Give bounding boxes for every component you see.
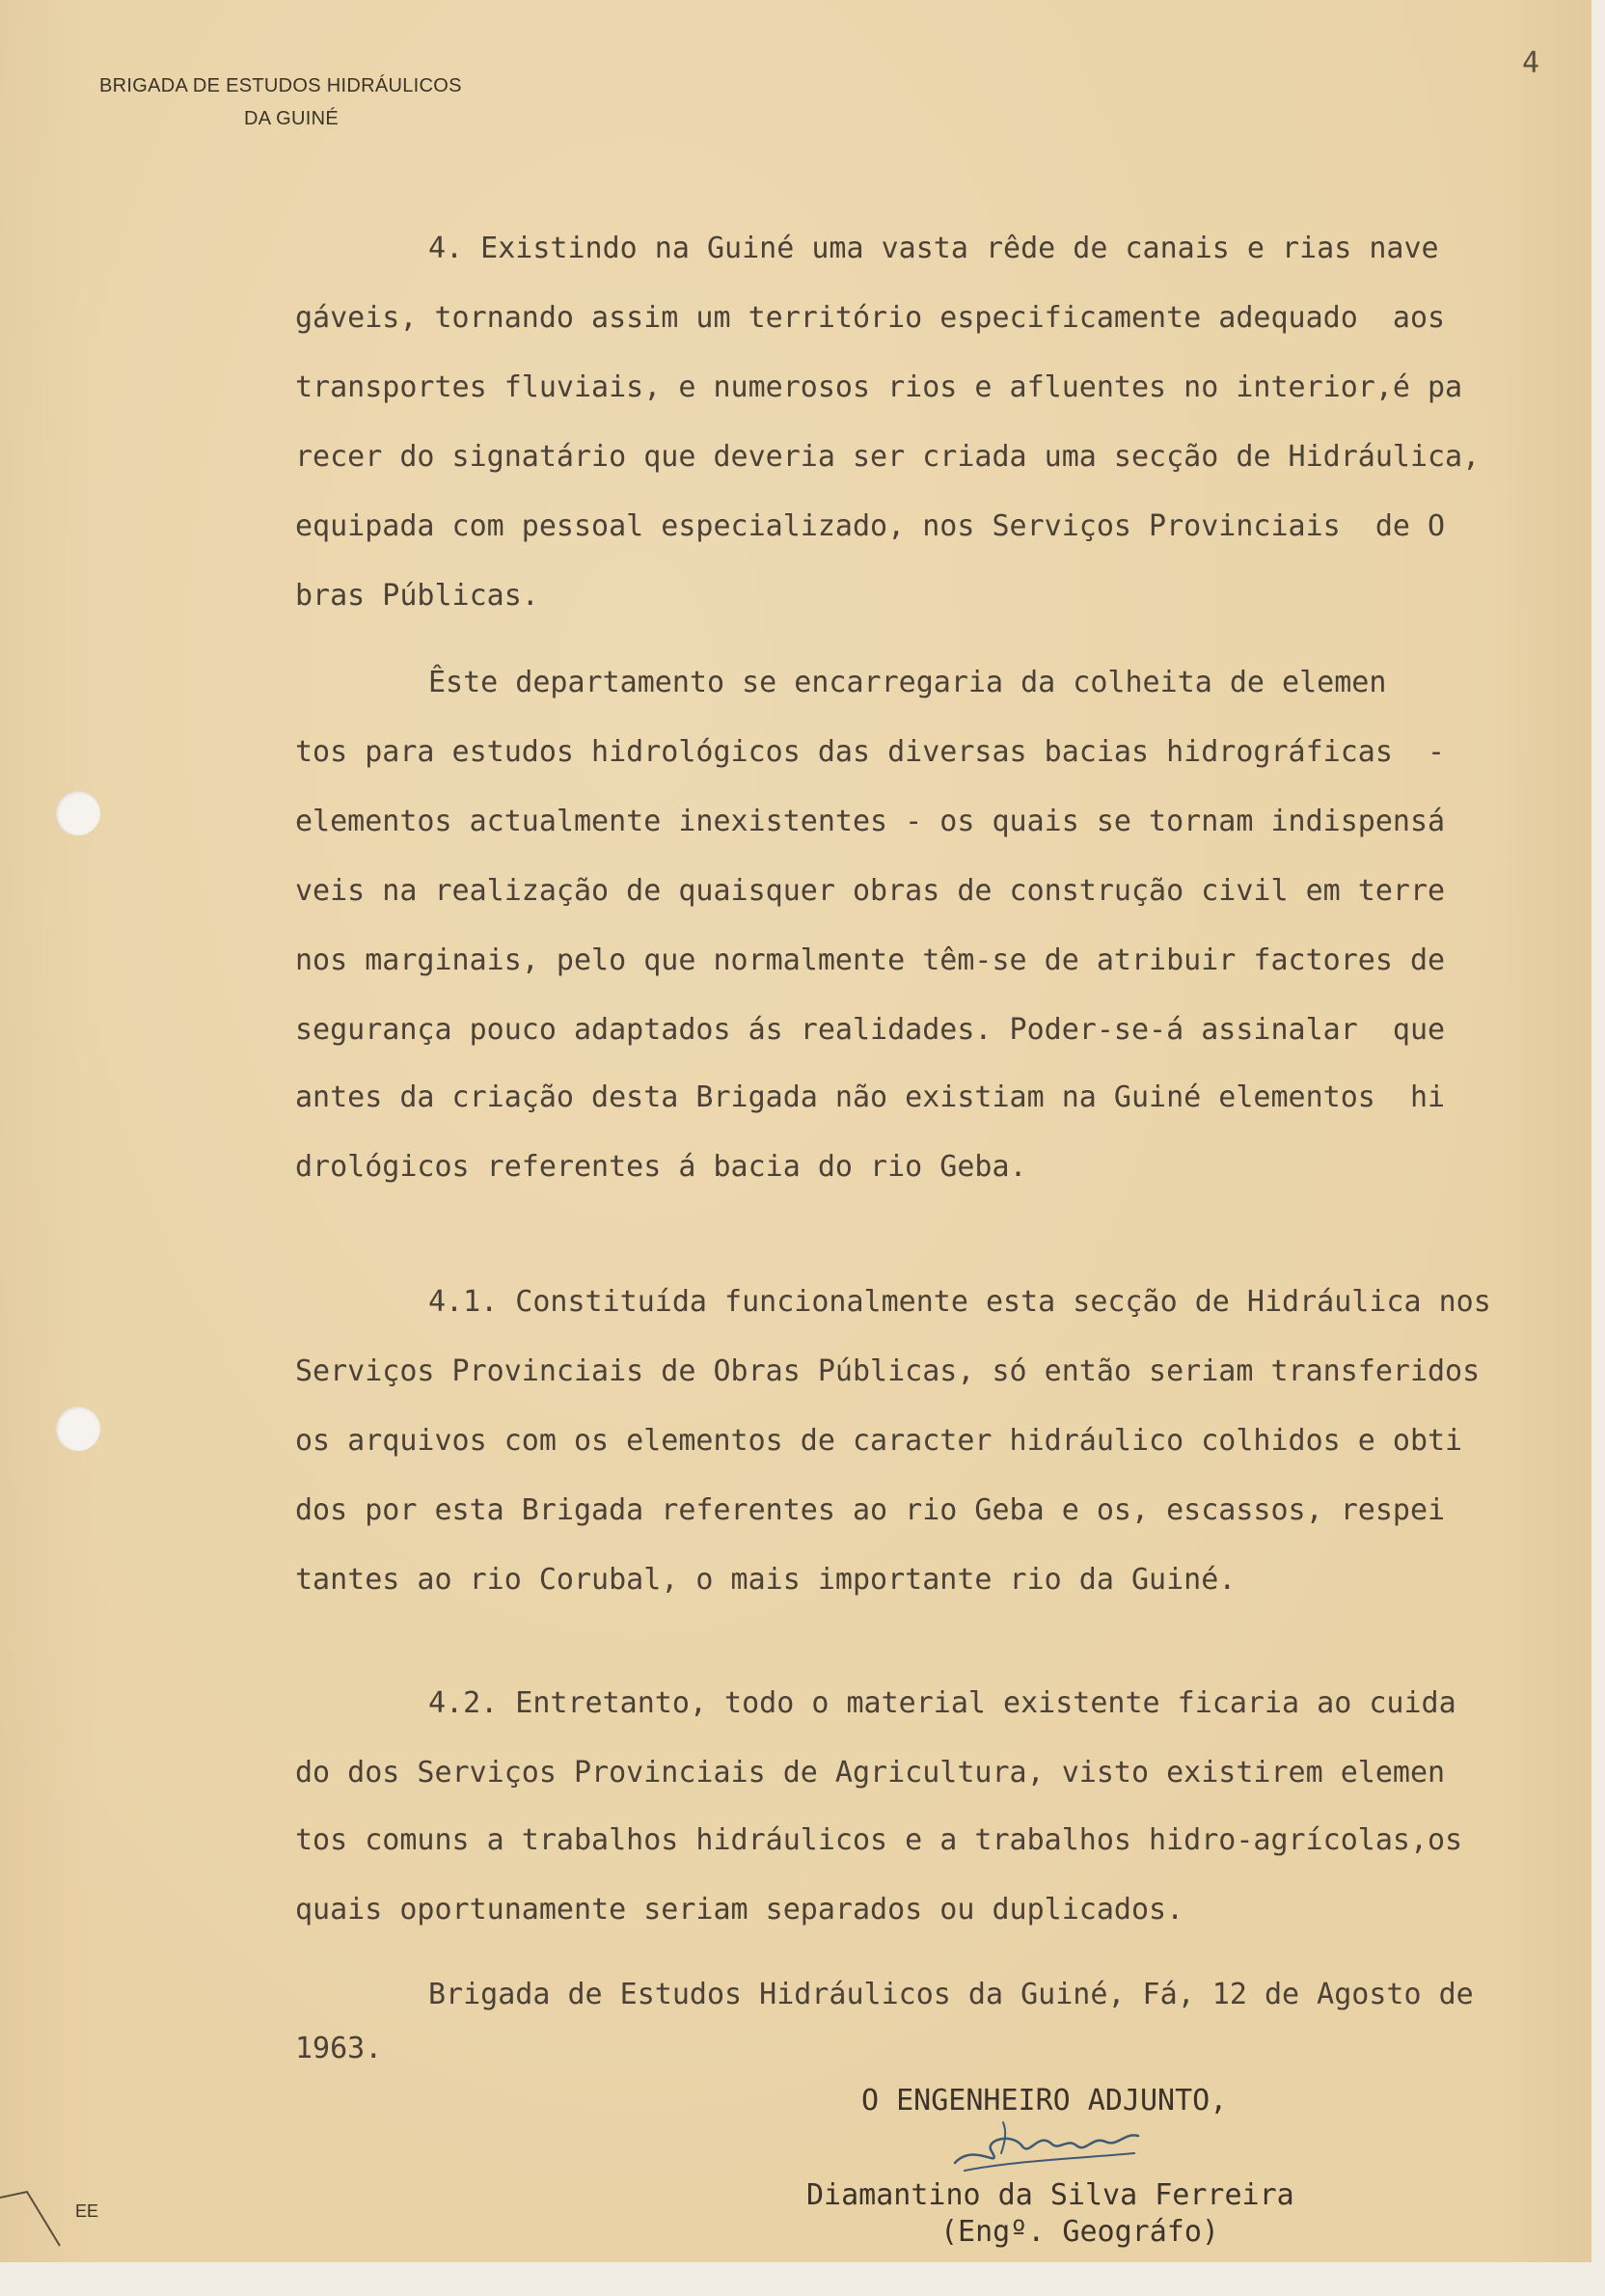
text-line: drológicos referentes á bacia do rio Geba. xyxy=(295,1150,1027,1184)
text-line: equipada com pessoal especializado, nos Serviços Provinciais de O xyxy=(295,509,1446,543)
page-number: 4 xyxy=(1522,46,1540,80)
text-line: quais oportunamente seriam separados ou duplicados. xyxy=(295,1893,1184,1927)
letterhead-line-2: DA GUINÉ xyxy=(244,108,339,129)
corner-mark xyxy=(0,2190,99,2253)
signatory-name: Diamantino da Silva Ferreira xyxy=(806,2178,1294,2212)
signatory-role: (Engº. Geográfo) xyxy=(940,2215,1219,2249)
text-line: bras Públicas. xyxy=(295,579,539,613)
text-line: Êste departamento se encarregaria da colheita de elemen xyxy=(428,666,1387,699)
text-line: do dos Serviços Provinciais de Agricultura, visto existirem elemen xyxy=(295,1756,1446,1790)
text-line: 4.1. Constituída funcionalmente esta secção de Hidráulica nos xyxy=(428,1285,1491,1319)
text-line: transportes fluviais, e numerosos rios e afluentes no interior,é pa xyxy=(295,370,1463,404)
text-line: antes da criação desta Brigada não existiam na Guiné elementos hi xyxy=(295,1080,1446,1114)
text-line: os arquivos com os elementos de caracter hidráulico colhidos e obti xyxy=(295,1424,1463,1458)
text-line: veis na realização de quaisquer obras de construção civil em terre xyxy=(295,874,1446,908)
folded-corner-icon xyxy=(0,2190,68,2248)
text-line: tos comuns a trabalhos hidráulicos e a trabalhos hidro-agrícolas,os xyxy=(295,1823,1463,1857)
handwritten-signature xyxy=(945,2103,1157,2180)
document-body xyxy=(295,0,1588,2065)
punch-hole-bottom xyxy=(56,1407,100,1451)
text-line: elementos actualmente inexistentes - os quais se tornam indispensá xyxy=(295,805,1446,838)
text-line: segurança pouco adaptados ás realidades. Poder-se-á assinalar que xyxy=(295,1013,1446,1047)
letterhead-line-1: BRIGADA DE ESTUDOS HIDRÁULICOS xyxy=(99,75,462,96)
signatory-title: O ENGENHEIRO ADJUNTO, xyxy=(861,2084,1228,2118)
punch-hole-top xyxy=(56,791,100,835)
text-line: gáveis, tornando assim um território especificamente adequado aos xyxy=(295,301,1446,335)
text-line: tantes ao rio Corubal, o mais importante rio da Guiné. xyxy=(295,1563,1237,1597)
corner-initials: EE xyxy=(75,2201,99,2221)
text-line: nos marginais, pelo que normalmente têm-se de atribuir factores de xyxy=(295,943,1446,977)
text-line: dos por esta Brigada referentes ao rio Geba e os, escassos, respei xyxy=(295,1493,1446,1527)
date-line: Brigada de Estudos Hidráulicos da Guiné, Fá, 12 de Agosto de xyxy=(428,1978,1474,2011)
text-line: Serviços Provinciais de Obras Públicas, só então seriam transferidos xyxy=(295,1354,1481,1388)
text-line: 4. Existindo na Guiné uma vasta rêde de canais e rias nave xyxy=(428,232,1439,265)
date-line-year: 1963. xyxy=(295,2032,383,2065)
text-line: recer do signatário que deveria ser criada uma secção de Hidráulica, xyxy=(295,440,1481,474)
text-line: 4.2. Entretanto, todo o material existente ficaria ao cuida xyxy=(428,1686,1456,1720)
text-line: tos para estudos hidrológicos das diversas bacias hidrográficas - xyxy=(295,735,1446,769)
